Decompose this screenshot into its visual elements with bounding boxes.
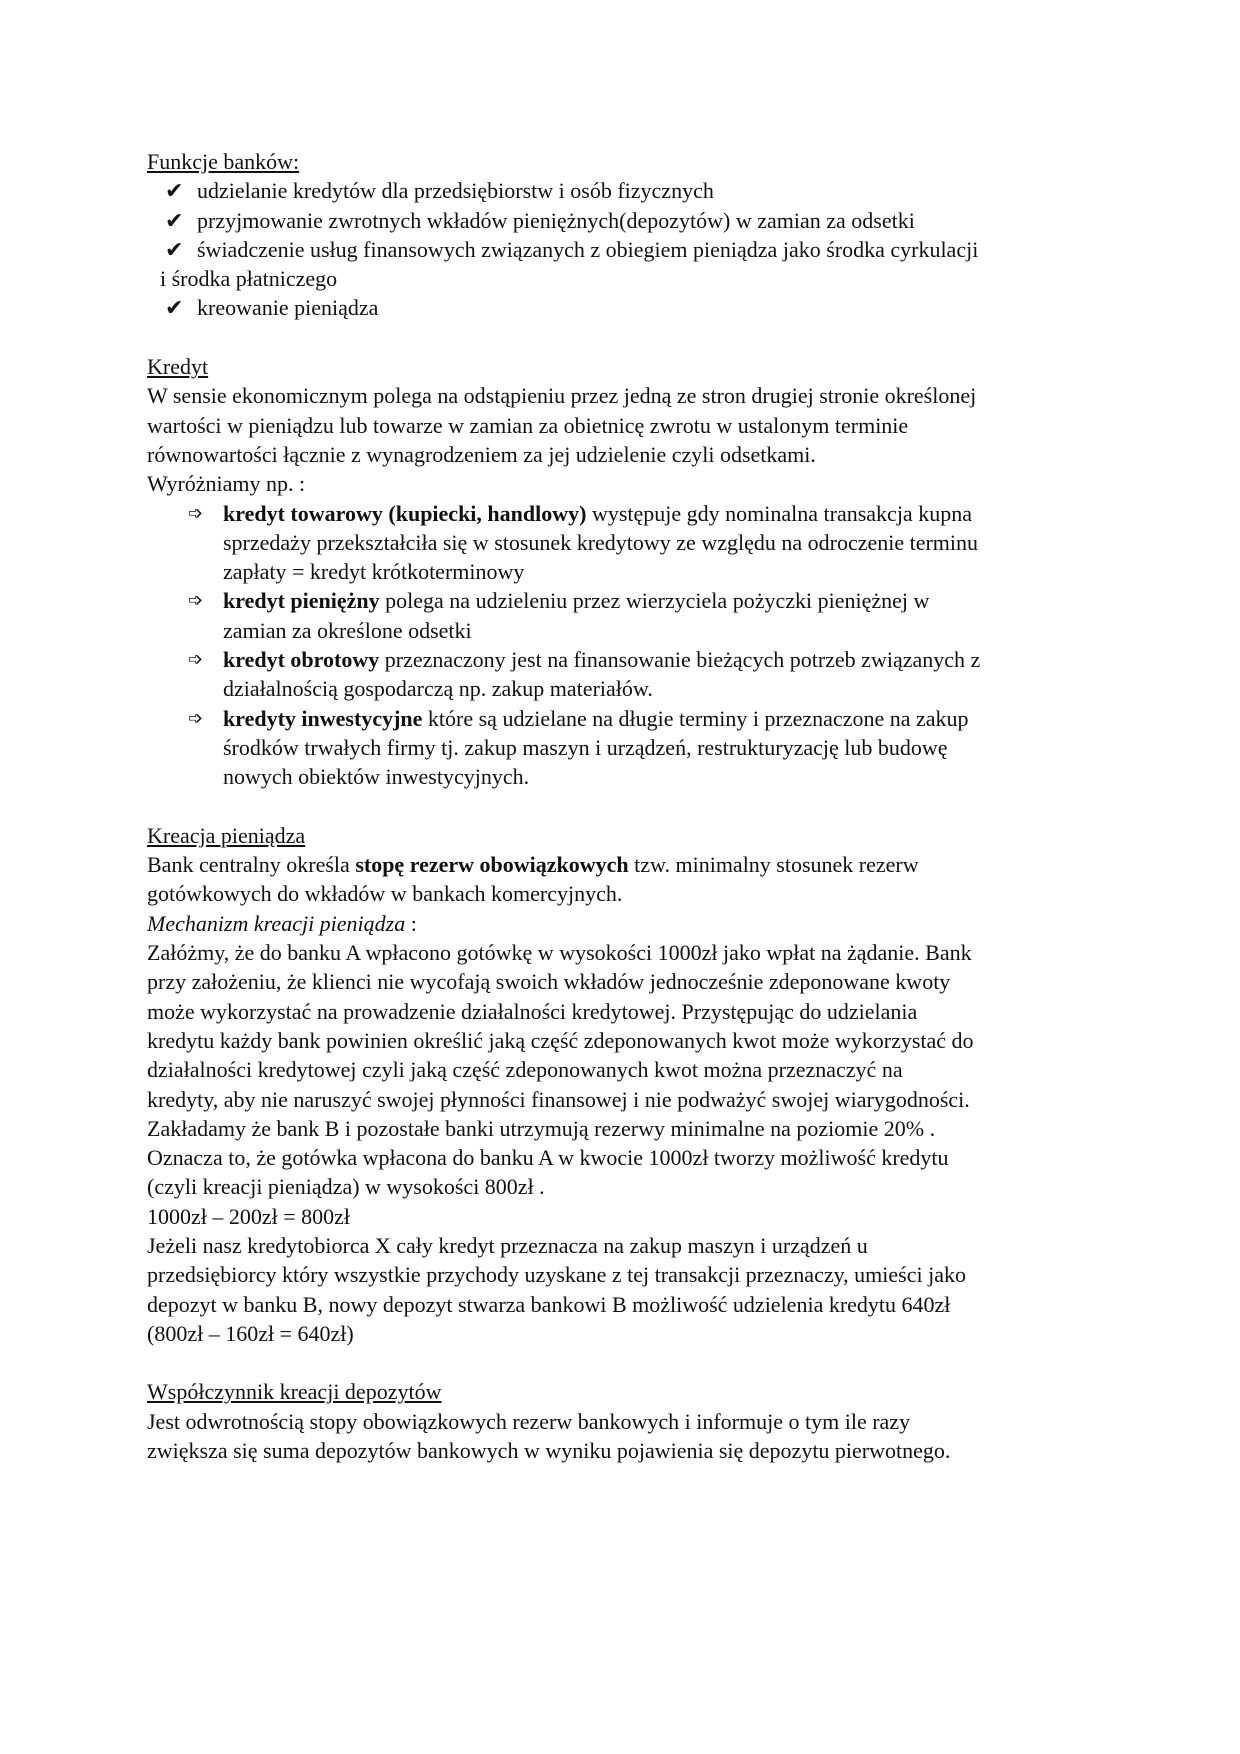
section-heading: Współczynnik kreacji depozytów [147,1379,442,1405]
text-line [147,909,1107,938]
item-text [223,733,948,762]
text-line [147,235,1107,264]
text-line [147,1436,1107,1465]
text-line [147,264,1107,293]
bold-term: kredyt obrotowy [223,647,380,673]
text-segment: Jest odwrotnością stopy obowiązkowych rezerw bankowych i informuje o tym ile razy [147,1408,911,1434]
text-segment: przedsiębiorcy który wszystkie przychody uzyskane z tej transakcji przeznaczy, umieści jako [147,1262,966,1288]
text-segment: kreowanie pieniądza [197,295,379,321]
text-segment: zamian za określone odsetki [223,617,472,643]
text-segment: W sensie ekonomicznym polega na odstąpieniu przez jedną ze stron drugiej stronie określonej [147,383,977,409]
text-line [147,1260,1107,1289]
checkmark-icon: ✔ [165,295,184,321]
list-item [147,293,1107,322]
item-text [223,616,472,645]
arrow-right-icon: ➩ [188,649,204,670]
list-item [147,206,1107,235]
list-item [147,704,1107,792]
list-item [147,176,1107,205]
text-line [147,850,1107,879]
section-heading: Funkcje banków: [147,149,300,174]
paragraph [147,381,1107,498]
text-line [147,1172,1107,1201]
checkmark-icon: ✔ [165,207,184,233]
text-line [147,586,1107,615]
checkmark-icon: ✔ [165,178,184,204]
text-segment: udzielanie kredytów dla przedsiębiorstw i osób fizycznych [197,178,714,204]
text-segment: Zakładamy że bank B i pozostałe banki utrzymują rezerwy minimalne na poziomie 20% . [147,1115,936,1141]
text-segment: zwiększa się suma depozytów bankowych w wyniku pojawienia się depozytu pierwotnego. [147,1438,951,1464]
text-line [147,469,1107,498]
text-line [147,997,1107,1026]
text-line [147,762,1107,791]
text-segment: działalnością gospodarczą np. zakup materiałów. [223,676,653,702]
arrow-right-icon: ➩ [188,590,204,611]
text-line [147,674,1107,703]
text-segment: przeznaczony jest na finansowanie bieżących potrzeb związanych z [379,647,981,673]
section-heading: Kredyt [147,354,209,380]
blank-line [147,1348,1107,1377]
text-segment: świadczenie usług finansowych związanych z obiegiem pieniądza jako środka cyrkulacji [197,236,979,262]
bold-term: kredyty inwestycyjne [223,705,423,731]
text-segment: Jeżeli nasz kredytobiorca X cały kredyt przeznacza na zakup maszyn i urządzeń u [147,1232,868,1258]
item-text [197,176,714,205]
text-line [147,1055,1107,1084]
text-line [147,176,1107,205]
item-text [223,557,524,586]
text-segment: Załóżmy, że do banku A wpłacono gotówkę w wysokości 1000zł jako wpłat na żądanie. Bank [147,940,972,966]
text-line [147,1231,1107,1260]
text-line [147,879,1107,908]
text-segment: działalności kredytowej czyli jaką część zdeponowanych kwot można przeznaczyć na [147,1057,903,1083]
section-heading: Kreacja pieniądza [147,822,306,848]
text-segment: depozyt w banku B, nowy depozyt stwarza bankowi B możliwość udzielenia kredytu 640zł [147,1291,951,1317]
text-line [147,1085,1107,1114]
text-segment: Oznacza to, że gotówka wpłacona do banku A w kwocie 1000zł tworzy możliwość kredytu [147,1145,949,1171]
text-line [147,938,1107,967]
text-line [147,1407,1107,1436]
list-item [147,645,1107,704]
text-line [147,1143,1107,1172]
list-item [147,235,1107,294]
item-text [197,206,915,235]
text-segment: przyjmowanie zwrotnych wkładów pieniężnych(depozytów) w zamian za odsetki [197,207,915,233]
text-segment: kredyty, aby nie naruszyć swojej płynności finansowej i nie podważyć swojej wiarygodności. [147,1086,970,1112]
paragraph [147,850,1107,1348]
arrow-right-icon: ➩ [188,707,204,728]
item-text [223,528,978,557]
text-segment: sprzedaży przekształciła się w stosunek kredytowy ze względu na odroczenie terminu [223,529,979,555]
document-page [147,147,1107,1465]
text-segment: gotówkowych do wkładów w bankach komercyjnych. [147,881,623,907]
text-line [147,1114,1107,1143]
text-line [147,616,1107,645]
text-segment: środków trwałych firmy tj. zakup maszyn i urządzeń, restrukturyzację lub budowę [223,734,948,760]
text-line [147,1319,1107,1348]
text-segment: wartości w pieniądzu lub towarze w zamian za obietnicę zwrotu w ustalonym terminie [147,412,909,438]
checkmark-icon: ✔ [165,236,184,262]
text-line [147,381,1107,410]
text-segment: przy założeniu, że klienci nie wycofają swoich wkładów jednocześnie zdeponowane kwoty [147,969,951,995]
text-segment: nowych obiektów inwestycyjnych. [223,764,530,790]
text-segment: (800zł – 160zł = 640zł) [147,1320,354,1346]
list-item [147,499,1107,587]
text-segment: Wyróżniamy np. : [147,471,306,497]
paragraph [147,1407,1107,1466]
text-line [147,528,1107,557]
item-text [223,586,929,615]
text-line [147,1290,1107,1319]
arrow-right-icon: ➩ [188,502,204,523]
item-continuation: i środka płatniczego [160,266,338,292]
item-text [223,762,529,791]
text-line [147,733,1107,762]
text-segment: : [405,910,417,936]
item-text [223,499,972,528]
text-line [147,704,1107,733]
text-line [147,967,1107,996]
item-text [197,293,378,322]
text-line [147,645,1107,674]
text-segment: polega na udzieleniu przez wierzyciela pożyczki pieniężnej w [379,588,930,614]
text-segment: może wykorzystać na prowadzenie działalności kredytowej. Przystępując do udzielania [147,998,918,1024]
blank-line [147,792,1107,821]
text-segment: kredytu każdy bank powinien określić jaką część zdeponowanych kwot może wykorzystać do [147,1027,974,1053]
text-line [147,557,1107,586]
bold-term: kredyt pieniężny [223,588,380,614]
italic-text: Mechanizm kreacji pieniądza [147,910,406,936]
text-line [147,1202,1107,1231]
text-line [147,411,1107,440]
list-item [147,586,1107,645]
text-segment: tzw. minimalny stosunek rezerw [628,852,919,878]
text-segment: (czyli kreacji pieniądza) w wysokości 800zł . [147,1174,545,1200]
text-segment: 1000zł – 200zł = 800zł [147,1203,351,1229]
text-line [147,206,1107,235]
item-text [223,674,653,703]
bold-term: kredyt towarowy (kupiecki, handlowy) [223,500,587,526]
text-line [147,293,1107,322]
item-text [197,235,978,264]
text-line [147,499,1107,528]
blank-line [147,323,1107,352]
text-segment: równowartości łącznie z wynagrodzeniem za jej udzielenie czyli odsetkami. [147,441,816,467]
text-line [147,440,1107,469]
text-line [147,1026,1107,1055]
item-text [223,645,980,674]
text-segment: występuje gdy nominalna transakcja kupna [586,500,972,526]
text-segment: zapłaty = kredyt krótkoterminowy [223,559,525,585]
bold-term: stopę rezerw obowiązkowych [355,852,629,878]
item-text [223,704,969,733]
text-segment: Bank centralny określa [147,852,356,878]
text-segment: które są udzielane na długie terminy i przeznaczone na zakup [422,705,969,731]
